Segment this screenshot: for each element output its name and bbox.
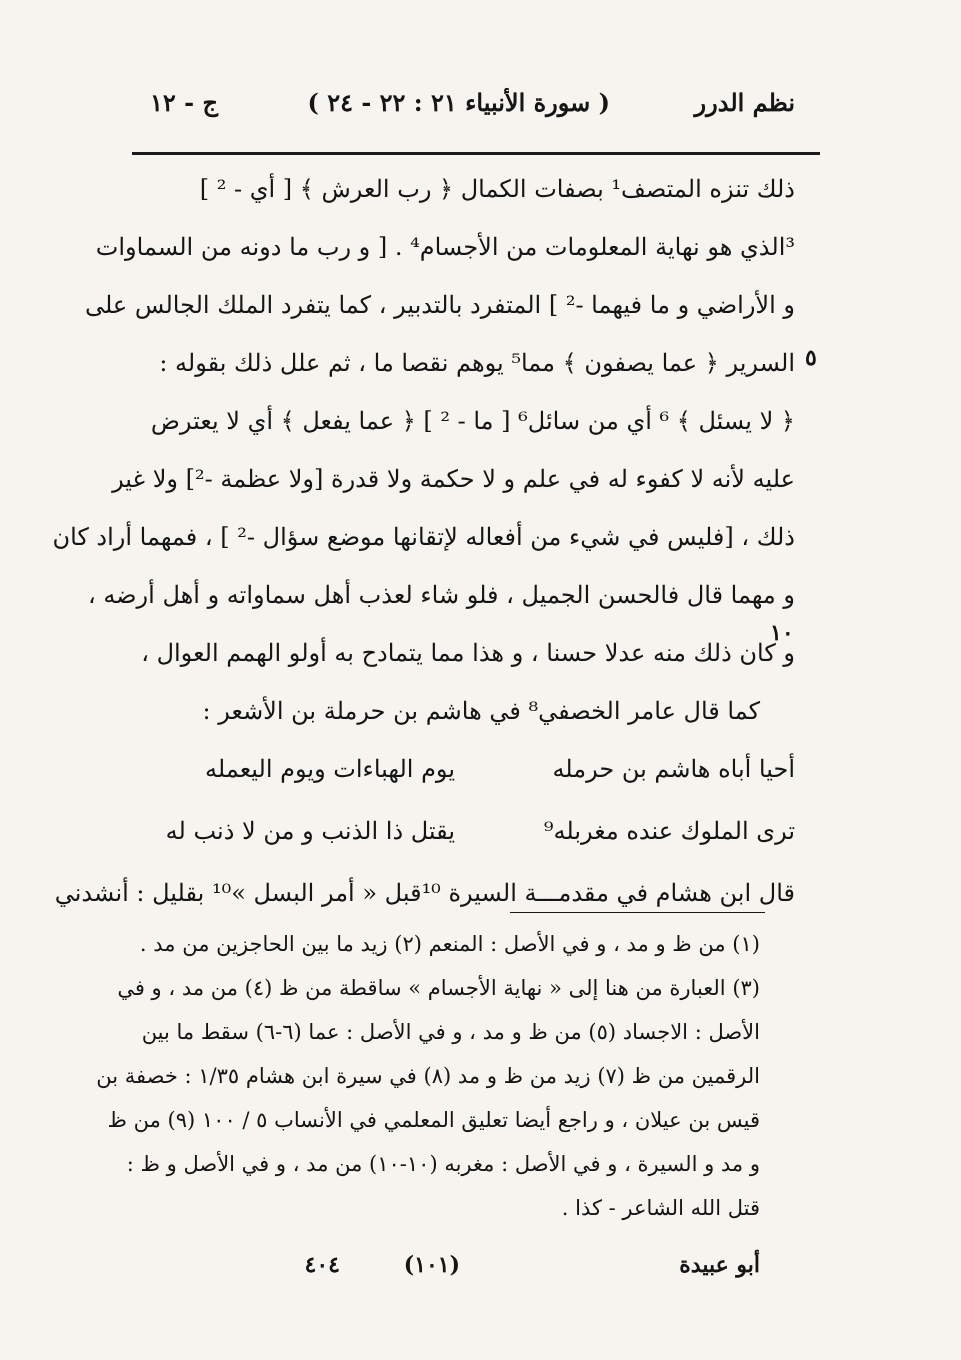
text-line: السرير ﴿ عما يصفون ﴾ مما⁵ يوهم نقصا ما ، ثم علل ذلك بقوله : xyxy=(159,349,795,377)
footnote-line: و مد و السيرة ، و في الأصل : مغربه (١٠-١٠) من مد ، و في الأصل و ظ : xyxy=(126,1152,760,1176)
text-line: قال ابن هشام في مقدمـــة السيرة ¹⁰قبل « أمر البسل »¹⁰ بقليل : أنشدني xyxy=(54,879,795,907)
footer-code: أبو عبيدة xyxy=(679,1252,760,1278)
poem-verse xyxy=(130,802,795,864)
footnote-line: قيس بن عيلان ، و راجع أيضا تعليق المعلمي في الأنساب ٥ / ١٠٠ (٩) من ظ xyxy=(107,1108,760,1132)
book-title: نظم الدرر xyxy=(694,88,795,117)
poem-verse xyxy=(130,740,795,802)
footnote-line: الأصل : الاجساد (٥) من ظ و مد ، و في الأصل : عما (٦-٦) سقط ما بين xyxy=(141,1020,760,1044)
footnote-line: الرقمين من ظ (٧) زيد من ظ و مد (٨) في سيرة ابن هشام ١/٣٥ : خصفة بن xyxy=(96,1064,760,1088)
footer-page-number: (١٠١) xyxy=(403,1252,460,1278)
text-line: كما قال عامر الخصفي⁸ في هاشم بن حرملة بن الأشعر : xyxy=(202,697,760,725)
page-footer xyxy=(120,1252,760,1292)
text-line: ﴿ لا يسئل ﴾ ⁶ أي من سائل⁶ [ ما - ² ] ﴿ عما يفعل ﴾ أي لا يعترض xyxy=(150,407,795,435)
footer-sub-number: ٤٠٤ xyxy=(304,1252,340,1278)
text-line: و مهما قال فالحسن الجميل ، فلو شاء لعذب أهل سماواته و أهل أرضه ، xyxy=(87,581,795,609)
footnote-rule xyxy=(510,912,765,913)
verse-hemistich-second: يوم الهباءات ويوم اليعمله xyxy=(205,755,455,783)
text-line: و الأراضي و ما فيهما -² ] المتفرد بالتدبير ، كما يتفرد الملك الجالس على xyxy=(84,291,795,319)
verse-hemistich-first: ترى الملوك عنده مغربله⁹ xyxy=(543,817,795,845)
footnote-line: (٣) العبارة من هنا إلى « نهاية الأجسام » ساقطة من ظ (٤) من مد ، و في xyxy=(117,976,760,1000)
page-header xyxy=(130,88,795,138)
surah-reference: ( سورة الأنبياء ٢١ : ٢٢ - ٢٤ ) xyxy=(307,88,610,117)
header-rule xyxy=(132,152,820,155)
line-number-10: ١٠ xyxy=(770,620,794,646)
text-line: ³الذي هو نهاية المعلومات من الأجسام⁴ . [ و رب ما دونه من السماوات xyxy=(95,233,795,261)
footnote-line: (١) من ظ و مد ، و في الأصل : المنعم (٢) زيد ما بين الحاجزين من مد . xyxy=(139,932,760,956)
volume-page-ref: ج - ١٢ xyxy=(150,88,218,117)
text-line: ذلك ، [فليس في شيء من أفعاله لإتقانها موضع سؤال -² ] ، فمهما أراد كان xyxy=(52,523,795,551)
footnote-line: قتل الله الشاعر - كذا . xyxy=(561,1196,760,1220)
text-line: و كان ذلك منه عدلا حسنا ، و هذا مما يتمادح به أولو الهمم العوال ، xyxy=(141,639,795,667)
text-line: عليه لأنه لا كفوء له في علم و لا حكمة ولا قدرة [ولا عظمة -²] ولا غير xyxy=(112,465,795,493)
line-number-5: ٥ xyxy=(805,345,817,371)
text-line: ذلك تنزه المتصف¹ بصفات الكمال ﴿ رب العرش ﴾ [ أي - ² ] xyxy=(199,175,795,203)
footnotes xyxy=(96,922,760,1230)
verse-hemistich-first: أحيا أباه هاشم بن حرمله xyxy=(552,755,795,783)
main-text xyxy=(52,160,795,922)
verse-hemistich-second: يقتل ذا الذنب و من لا ذنب له xyxy=(165,817,455,845)
